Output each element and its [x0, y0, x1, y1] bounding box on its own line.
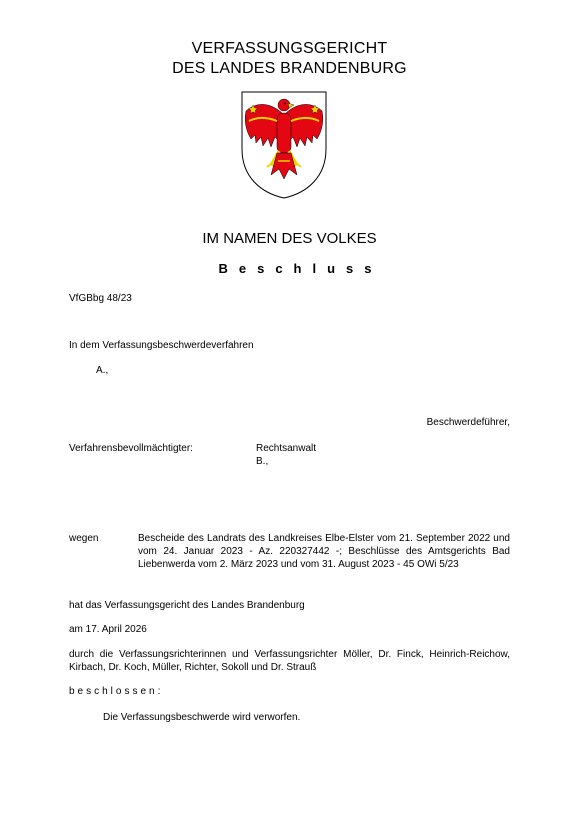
- court-name-line2: DES LANDES BRANDENBURG: [172, 60, 407, 77]
- representative-label: Verfahrensbevollmächtigter:: [69, 443, 193, 454]
- ruling-text: Die Verfassungsbeschwerde wird verworfen.: [103, 712, 301, 723]
- complainant-name: A.,: [96, 365, 109, 376]
- subject-text: Bescheide des Landrats des Landkreises Elbe-Elster vom 21. September 2022 und vom 24. Januar 2023 - Az. 220327442 -; Beschlüsse des Amtsgerichts Bad Liebenwerda vom 2. März 2023 und vom 31. August 2023 - 45 OWi 5/23: [138, 533, 510, 570]
- decision-date: am 17. April 2026: [69, 624, 147, 635]
- representative-name: B.,: [256, 456, 269, 467]
- heading-im-namen-des-volkes: IM NAMEN DES VOLKES: [202, 230, 377, 247]
- court-name-line1: VERFASSUNGSGERICHT: [191, 40, 388, 57]
- judges-list: durch die Verfassungsrichterinnen und Verfassungsrichter Möller, Dr. Finck, Heinrich-Reichow, Kirbach, Dr. Koch, Müller, Richter, Sokoll und Dr. Strauß: [69, 649, 510, 673]
- representative-title: Rechtsanwalt: [256, 443, 317, 454]
- decided-label: beschlossen:: [69, 686, 164, 697]
- brandenburg-eagle-crest-icon: [241, 91, 327, 199]
- complainant-role: Beschwerdeführer,: [426, 417, 510, 428]
- document-type-title: Beschluss: [218, 261, 383, 276]
- proceeding-intro: In dem Verfassungsbeschwerdeverfahren: [69, 340, 254, 351]
- subject-label: wegen: [69, 533, 99, 544]
- case-number: VfGBbg 48/23: [69, 293, 132, 304]
- court-statement: hat das Verfassungsgericht des Landes Brandenburg: [69, 600, 305, 611]
